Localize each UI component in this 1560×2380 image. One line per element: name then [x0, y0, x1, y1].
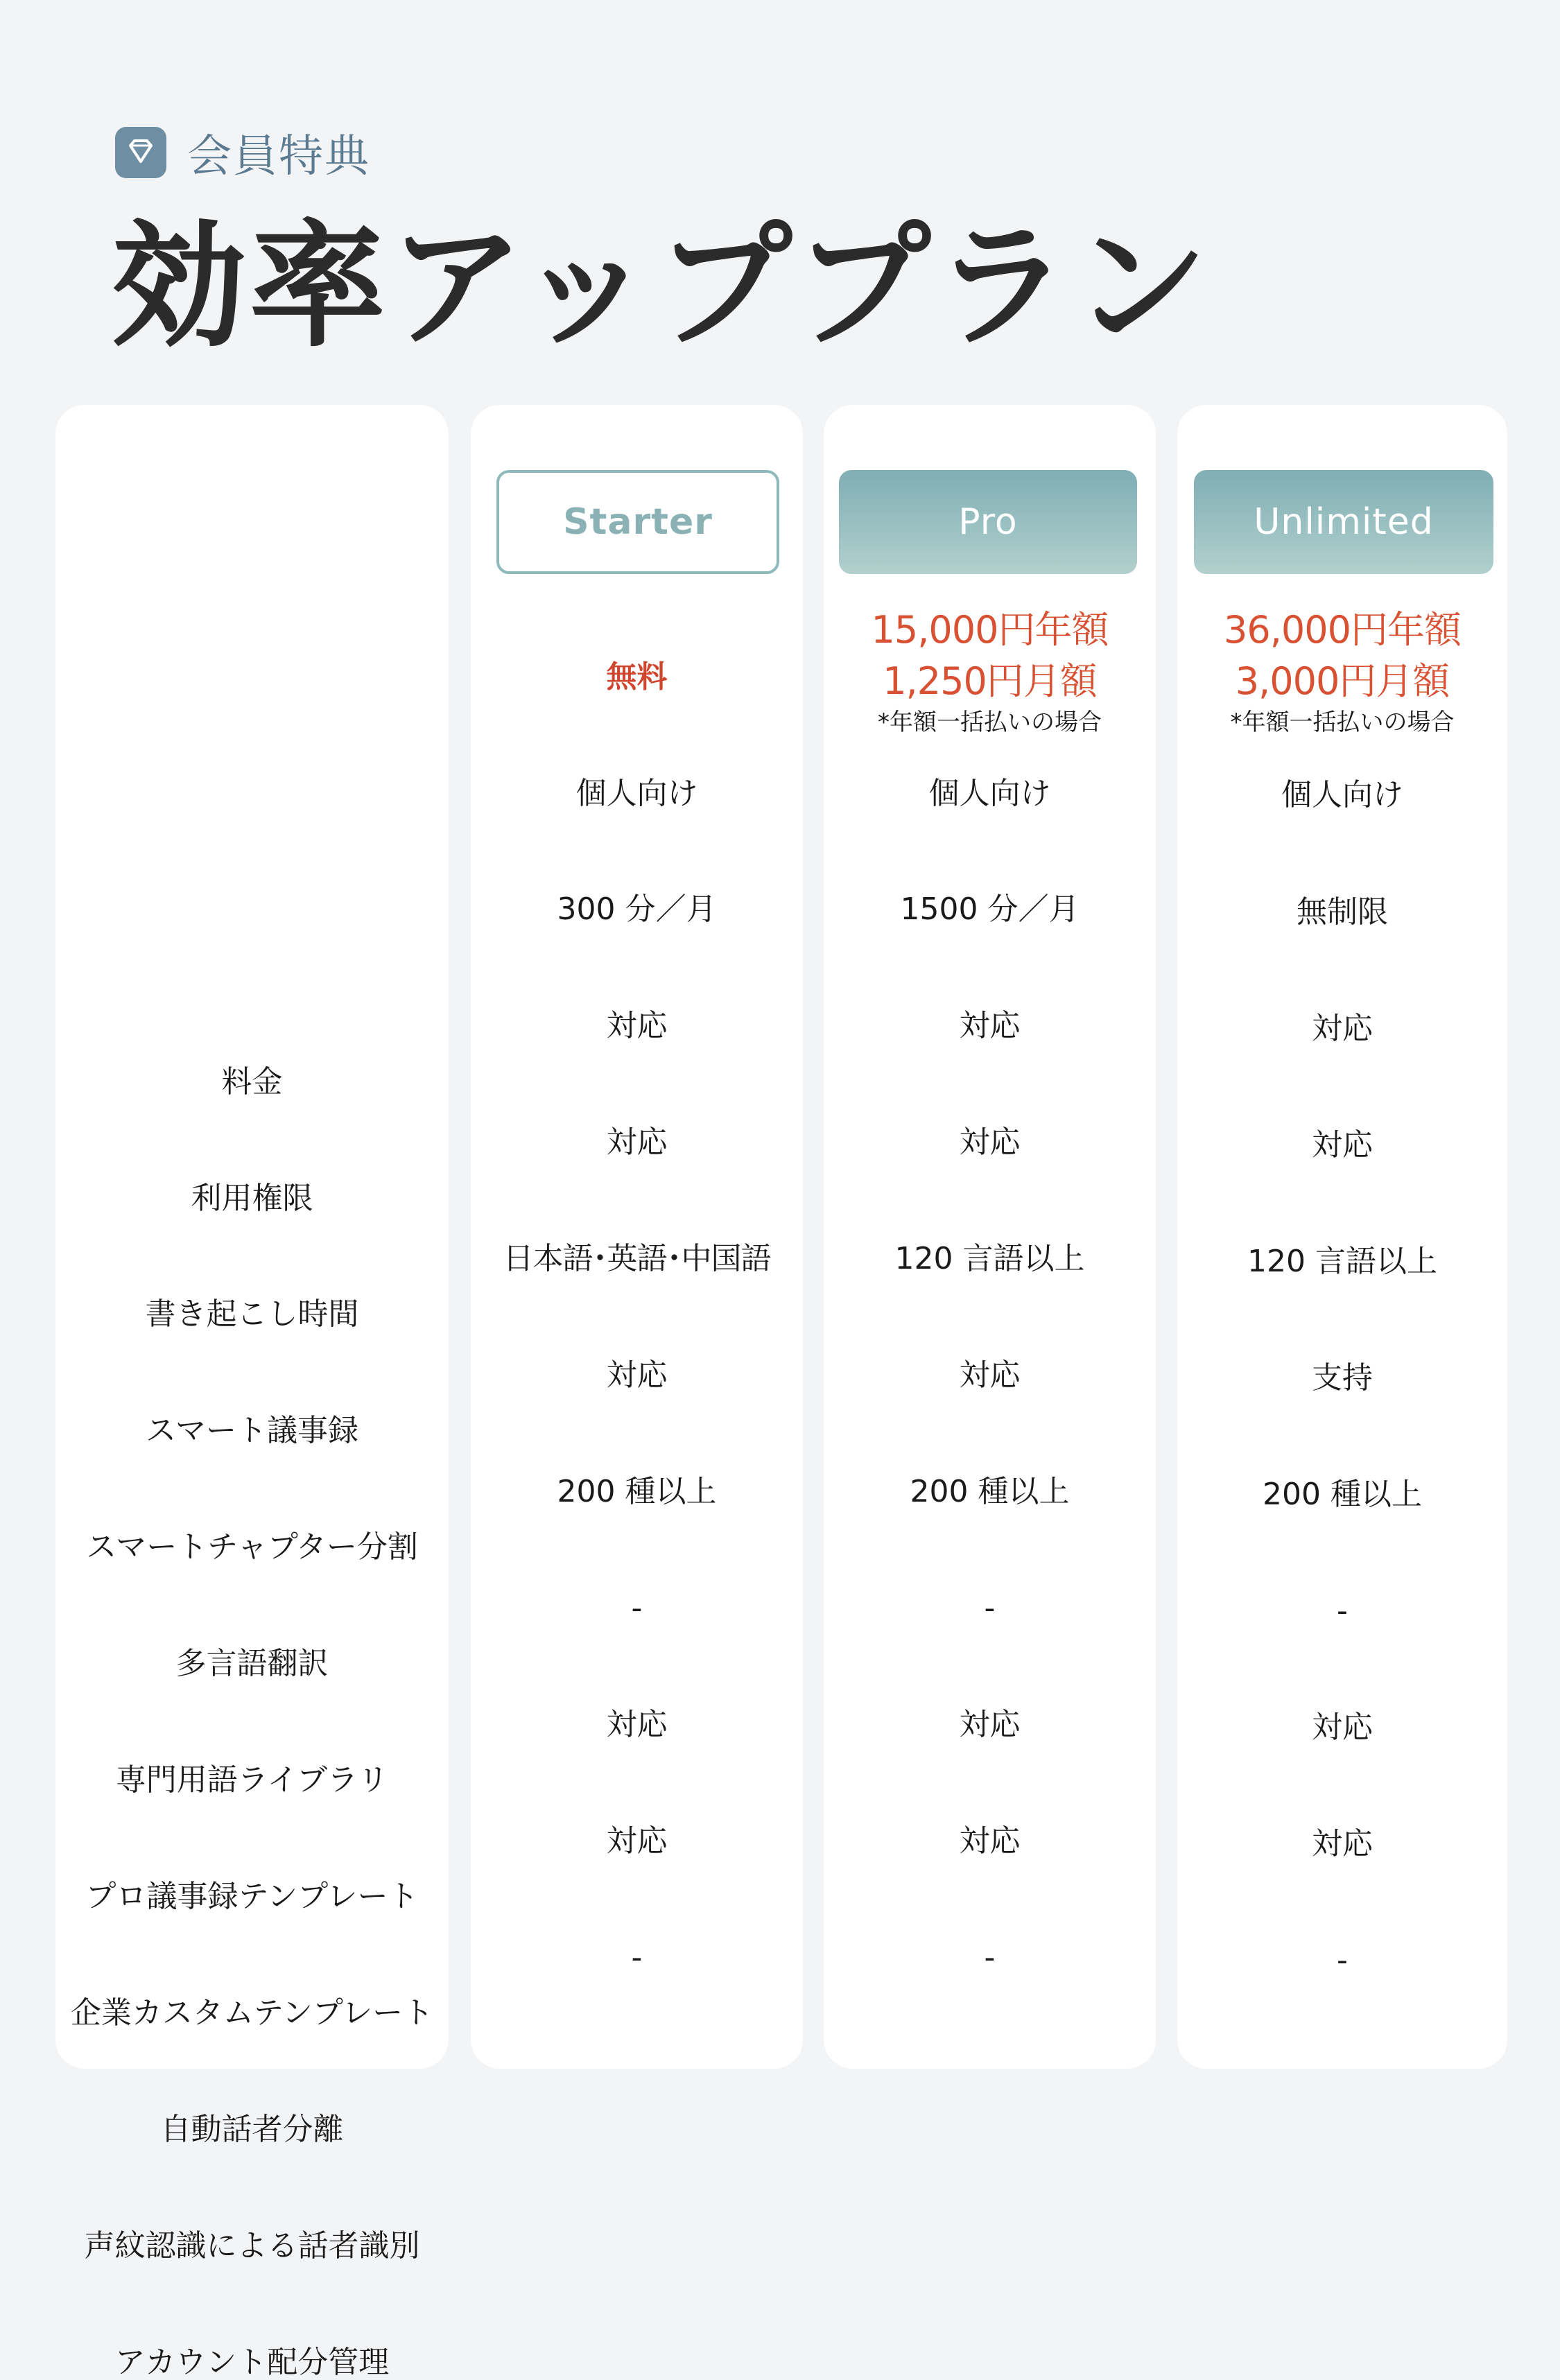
starter-value: 対応 — [606, 1124, 668, 1160]
feature-label: スマートチャプター分割 — [86, 1529, 418, 1565]
unlimited-value: 120 言語以上 — [1247, 1244, 1437, 1279]
unlimited-monthly-price: 3,000円月額 — [1235, 659, 1450, 703]
pro-value: 対応 — [959, 1823, 1021, 1859]
pro-price — [824, 605, 1156, 738]
pro-monthly-price: 1,250円月額 — [883, 659, 1097, 703]
diamond-icon — [115, 127, 166, 178]
starter-value: 個人向け — [575, 776, 698, 811]
starter-value: 300 分／月 — [557, 892, 717, 927]
pro-value: 120 言語以上 — [894, 1241, 1085, 1276]
starter-value: 200 種以上 — [557, 1474, 717, 1509]
pro-value: - — [984, 1940, 996, 1975]
starter-value: 対応 — [606, 1707, 668, 1742]
unlimited-value: - — [1337, 1943, 1348, 1978]
pro-annual-price: 15,000円年額 — [871, 608, 1109, 652]
pro-plan-button[interactable]: Pro — [839, 470, 1137, 574]
starter-price: 無料 — [606, 659, 668, 695]
unlimited-price — [1177, 605, 1507, 738]
starter-plan-column — [471, 405, 803, 2069]
feature-label: 声紋認識による話者識別 — [84, 2228, 420, 2264]
pro-price-note: *年額一括払いの場合 — [878, 709, 1102, 736]
pro-value: 対応 — [959, 1008, 1021, 1043]
unlimited-value: 対応 — [1312, 1826, 1373, 1861]
pro-value: 個人向け — [928, 776, 1051, 811]
starter-value: 日本語･英語･中国語 — [503, 1241, 771, 1276]
feature-label: 書き起こし時間 — [145, 1296, 359, 1332]
feature-label-column — [55, 405, 449, 2380]
pro-value: 対応 — [959, 1357, 1021, 1393]
page-title: 効率アッププラン — [111, 208, 1211, 366]
unlimited-price-note: *年額一括払いの場合 — [1230, 709, 1455, 736]
pro-value: 対応 — [959, 1124, 1021, 1160]
member-benefits-badge — [115, 127, 370, 182]
starter-value: 対応 — [606, 1357, 668, 1393]
unlimited-value: - — [1337, 1593, 1348, 1628]
unlimited-plan-column — [1177, 405, 1507, 2069]
starter-value: 対応 — [606, 1008, 668, 1043]
starter-value: - — [631, 1940, 643, 1975]
feature-label: 料金 — [221, 1064, 283, 1100]
starter-plan-button[interactable]: Starter — [496, 470, 779, 574]
feature-label: 専門用語ライブラリ — [115, 1762, 389, 1798]
unlimited-value: 対応 — [1312, 1127, 1373, 1163]
feature-label: 利用権限 — [191, 1181, 313, 1216]
pro-value: 対応 — [959, 1707, 1021, 1742]
pro-value: - — [984, 1590, 996, 1626]
feature-label: アカウント配分管理 — [114, 2345, 390, 2380]
unlimited-value: 対応 — [1312, 1710, 1373, 1745]
starter-value: 対応 — [606, 1823, 668, 1859]
unlimited-value: 個人向け — [1281, 777, 1403, 813]
feature-label: 多言語翻訳 — [175, 1646, 329, 1681]
unlimited-value: 無制限 — [1297, 894, 1388, 930]
unlimited-plan-button[interactable]: Unlimited — [1194, 470, 1493, 574]
pro-plan-column — [824, 405, 1156, 2069]
feature-label: プロ議事録テンプレート — [85, 1879, 419, 1914]
feature-label: スマート議事録 — [145, 1413, 359, 1448]
feature-label: 自動話者分離 — [160, 2112, 344, 2147]
starter-value: - — [631, 1590, 643, 1626]
unlimited-value: 支持 — [1312, 1360, 1373, 1396]
pro-value: 200 種以上 — [910, 1474, 1070, 1509]
unlimited-value: 対応 — [1312, 1011, 1373, 1046]
feature-label: 企業カスタムテンプレート — [70, 1995, 434, 2031]
unlimited-value: 200 種以上 — [1263, 1477, 1422, 1512]
badge-label: 会員特典 — [187, 131, 370, 182]
unlimited-annual-price: 36,000円年額 — [1224, 608, 1461, 652]
pro-value: 1500 分／月 — [900, 892, 1080, 927]
